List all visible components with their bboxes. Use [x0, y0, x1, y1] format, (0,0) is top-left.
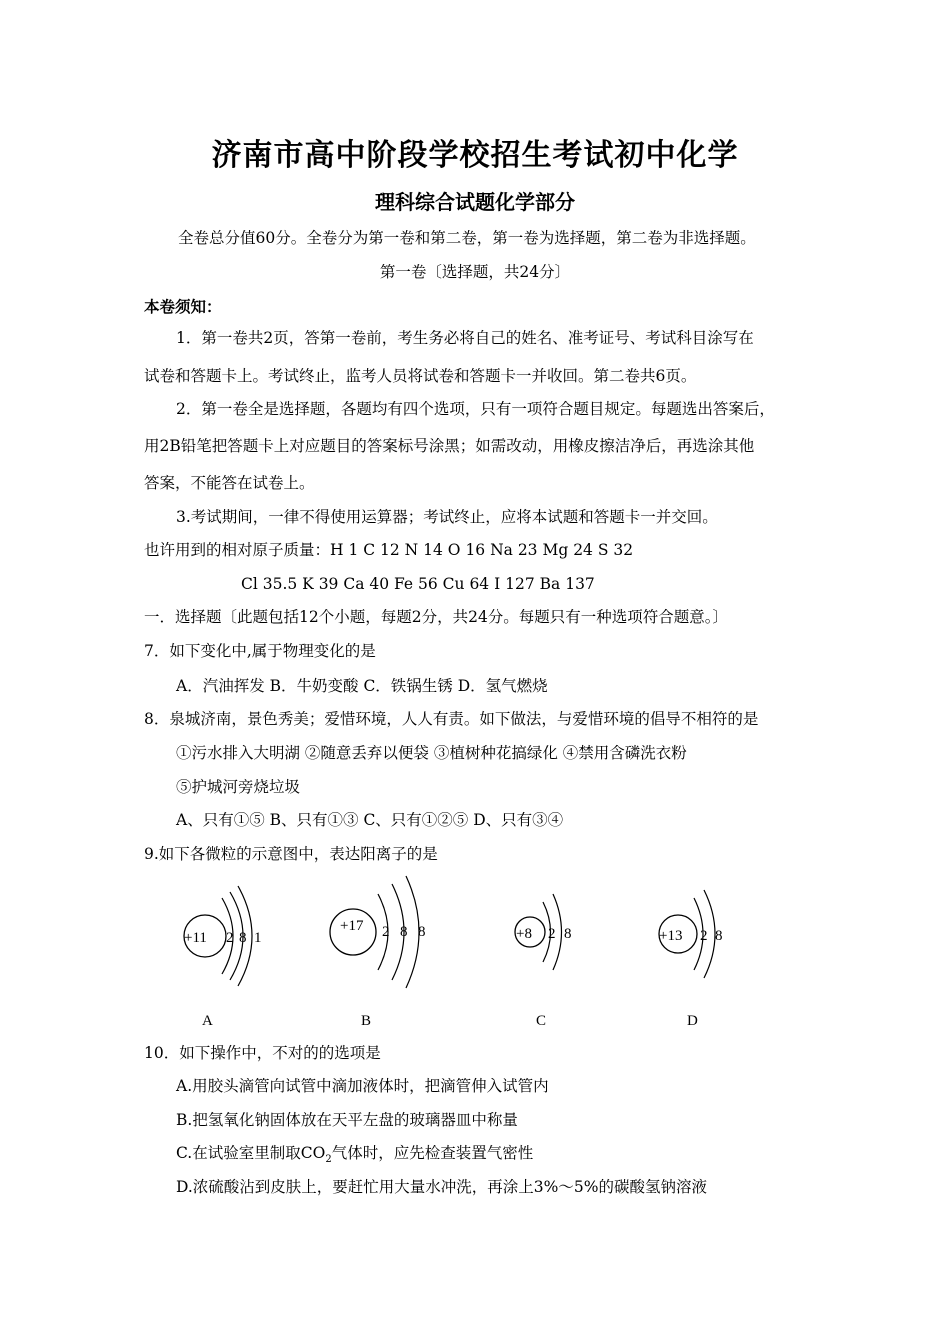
shell-count-c-2: 8 [564, 926, 572, 942]
q10-stem: 10．如下操作中，不对的的选项是 [144, 1044, 381, 1062]
shell-count-d-1: 2 [700, 928, 708, 944]
option-label-b: B [361, 1013, 372, 1029]
shell-count-a-1: 2 [226, 930, 234, 946]
nucleus-charge-b: +17 [340, 918, 364, 934]
q10-option-c [176, 1143, 533, 1170]
option-label-a: A [202, 1013, 213, 1029]
q7-options: A．汽油挥发 B．牛奶变酸 C．铁锅生锈 D．氢气燃烧 [176, 677, 548, 695]
shell-count-b-2: 8 [400, 924, 408, 940]
notice-2-line-2: 用2B铅笔把答题卡上对应题目的答案标号涂黑；如需改动，用橡皮擦洁净后，再选涂其他 [144, 437, 755, 455]
shell-count-b-1: 2 [382, 924, 390, 940]
notice-2-line-1: 2．第一卷全是选择题，各题均有四个选项，只有一项符合题目规定。每题选出答案后， [176, 400, 775, 418]
q7-stem: 7．如下变化中,属于物理变化的是 [144, 642, 376, 660]
shell-count-a-2: 8 [239, 930, 247, 946]
q10-option-c-text: C.在试验室里制取CO [176, 1144, 326, 1162]
nucleus-charge-d: +13 [659, 928, 683, 944]
nucleus-charge-a: +11 [184, 930, 207, 946]
shell-count-b-3: 8 [418, 924, 426, 940]
q8-items-line-2: ⑤护城河旁烧垃圾 [176, 778, 301, 796]
atom-diagram-b [330, 876, 426, 1029]
q8-stem: 8．泉城济南，景色秀美；爱惜环境，人人有责。如下做法，与爱惜环境的倡导不相符的是 [144, 710, 759, 728]
atom-diagram-a [184, 886, 262, 1029]
atom-diagram-d [659, 890, 723, 1029]
page-title: 济南市高中阶段学校招生考试初中化学 [211, 138, 739, 173]
q10-option-c-text-end: 气体时，应先检查装置气密性 [331, 1144, 534, 1162]
page-subtitle: 理科综合试题化学部分 [375, 190, 575, 214]
notice-1-line-1: 1．第一卷共2页，答第一卷前，考生务必将自己的姓名、准考证号、考试科目涂写在 [176, 329, 754, 347]
notice-3: 3.考试期间，一律不得使用运算器；考试终止，应将本试题和答题卡一并交回。 [176, 508, 718, 526]
atom-diagram-c [515, 894, 572, 1029]
option-label-d: D [687, 1013, 698, 1029]
atomic-mass-line-2: Cl 35.5 K 39 Ca 40 Fe 56 Cu 64 I 127 Ba 137 [241, 575, 595, 593]
q10-option-a: A.用胶头滴管向试管中滴加液体时，把滴管伸入试管内 [176, 1077, 549, 1095]
notice-1-line-2: 试卷和答题卡上。考试终止，监考人员将试卷和答题卡一并收回。第二卷共6页。 [144, 367, 697, 385]
q9-stem: 9.如下各微粒的示意图中，表达阳离子的是 [144, 845, 438, 863]
notice-2-line-3: 答案，不能答在试卷上。 [144, 474, 315, 492]
shell-count-d-2: 8 [715, 928, 723, 944]
q10-option-c-subscript: 2 [325, 1154, 332, 1166]
shell-count-a-3: 1 [254, 930, 262, 946]
option-label-c: C [536, 1013, 547, 1029]
q8-items-line-1: ①污水排入大明湖 ②随意丢弃以便袋 ③植树种花搞绿化 ④禁用含磷洗衣粉 [176, 744, 687, 762]
q8-options: A、只有①⑤ B、只有①③ C、只有①②⑤ D、只有③④ [176, 811, 564, 829]
notice-label: 本卷须知： [144, 297, 222, 316]
shell-count-c-1: 2 [548, 926, 556, 942]
section-one-heading: 一．选择题〔此题包括12个小题，每题2分，共24分。每题只有一种选项符合题意。〕 [144, 608, 729, 626]
section-heading: 第一卷〔选择题，共24分〕 [379, 263, 571, 281]
exam-summary: 全卷总分值60分。全卷分为第一卷和第二卷，第一卷为选择题，第二卷为非选择题。 [178, 229, 756, 247]
atomic-mass-line-1: 也许用到的相对原子质量：H 1 C 12 N 14 O 16 Na 23 Mg 24 S 32 [144, 541, 634, 559]
q10-option-b: B.把氢氧化钠固体放在天平左盘的玻璃器皿中称量 [176, 1111, 518, 1129]
q9-atom-diagrams [160, 870, 780, 1040]
q10-option-d: D.浓硫酸沾到皮肤上，要赶忙用大量水冲洗，再涂上3%～5%的碳酸氢钠溶液 [176, 1178, 707, 1196]
nucleus-charge-c: +8 [516, 926, 532, 942]
